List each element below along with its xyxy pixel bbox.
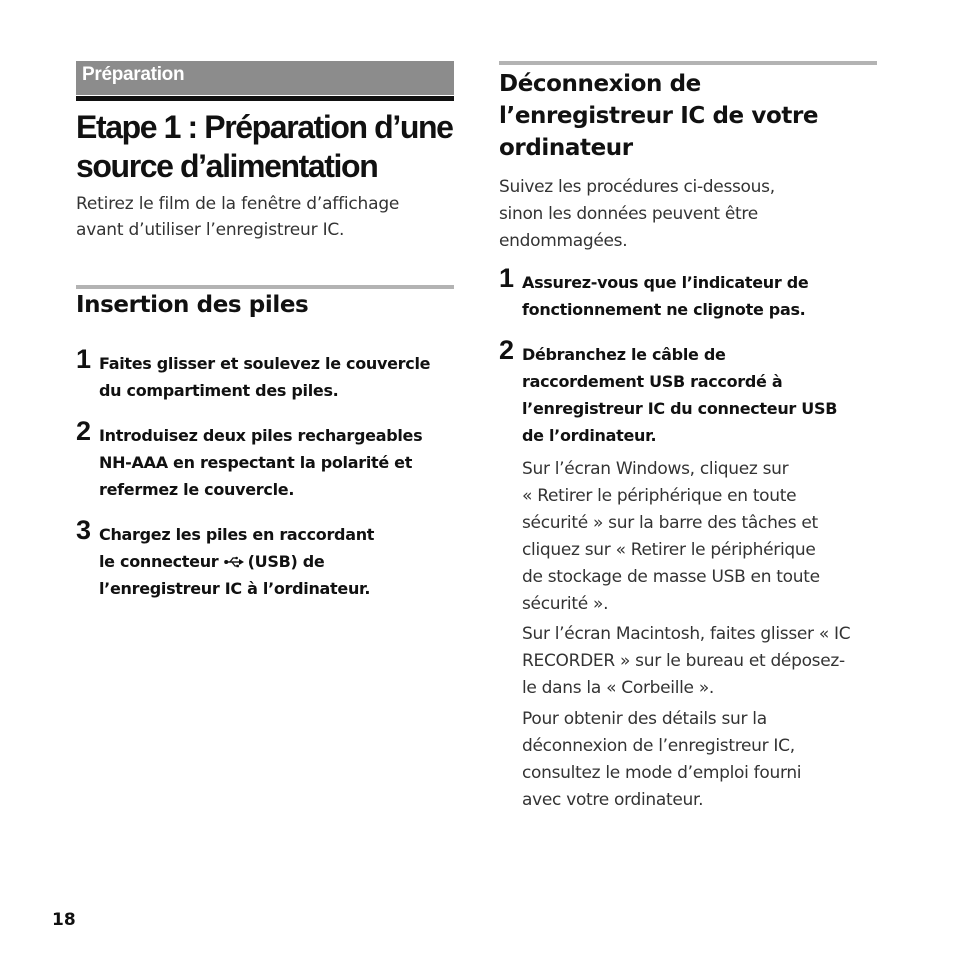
step-line: refermez le couvercle. (99, 480, 295, 499)
step-line: Chargez les piles en raccordant (99, 525, 375, 544)
step-number: 1 (499, 263, 515, 293)
insertion-heading: Insertion des piles (76, 292, 309, 318)
page-title-line-1: Etape 1 : Préparation d’une (76, 109, 453, 145)
paragraph-line: sécurité ». (522, 594, 609, 614)
step-text (522, 269, 808, 323)
step-text (99, 422, 422, 503)
paragraph-line: RECORDER » sur le bureau et déposez- (522, 651, 845, 671)
paragraph-line: consultez le mode d’emploi fourni (522, 763, 802, 783)
step-line: l’enregistreur IC à l’ordinateur. (99, 579, 371, 598)
step-number: 2 (499, 335, 515, 365)
step-text (99, 521, 374, 602)
page-number: 18 (52, 910, 76, 930)
step-line: l’enregistreur IC du connecteur USB (522, 399, 838, 418)
intro-line: Suivez les procédures ci-dessous, (499, 177, 775, 197)
intro-line: sinon les données peuvent être (499, 204, 758, 224)
section-label: Préparation (82, 64, 185, 85)
macintosh-instructions (522, 621, 882, 702)
usb-icon (224, 556, 244, 568)
paragraph-line: cliquez sur « Retirer le périphérique (522, 540, 816, 560)
intro-line-2: avant d’utiliser l’enregistreur IC. (76, 220, 345, 240)
page-title (76, 108, 466, 186)
disconnect-heading (499, 68, 889, 164)
step-line: (USB) de (247, 552, 325, 571)
step-number: 3 (76, 515, 92, 545)
step-line: Débranchez le câble de (522, 345, 726, 364)
step-text (522, 341, 837, 449)
step-number: 2 (76, 416, 92, 446)
intro-line: endommagées. (499, 231, 628, 251)
details-paragraph (522, 706, 882, 814)
step-line: du compartiment des piles. (99, 381, 339, 400)
heading-line: l’enregistreur IC de votre (499, 103, 819, 129)
paragraph-line: Pour obtenir des détails sur la (522, 709, 767, 729)
paragraph-line: de stockage de masse USB en toute (522, 567, 820, 587)
windows-instructions (522, 456, 882, 618)
heading-line: Déconnexion de (499, 71, 701, 97)
section-header-bar (76, 61, 454, 95)
paragraph-line: Sur l’écran Windows, cliquez sur (522, 459, 789, 479)
step-line: le connecteur (99, 552, 219, 571)
step-number: 1 (76, 344, 92, 374)
step-text (99, 350, 430, 404)
step-line: raccordement USB raccordé à (522, 372, 783, 391)
disconnect-heading-rule (499, 61, 877, 65)
step-line: Introduisez deux piles rechargeables (99, 426, 423, 445)
step-line: NH-AAA en respectant la polarité et (99, 453, 413, 472)
page-title-line-2: source d’alimentation (76, 148, 378, 184)
paragraph-line: Sur l’écran Macintosh, faites glisser « IC (522, 624, 851, 644)
disconnect-intro (499, 174, 859, 255)
insertion-heading-rule (76, 285, 454, 289)
title-rule (76, 96, 454, 101)
intro-text (76, 191, 456, 243)
heading-line: ordinateur (499, 135, 633, 161)
paragraph-line: le dans la « Corbeille ». (522, 678, 715, 698)
paragraph-line: sécurité » sur la barre des tâches et (522, 513, 818, 533)
step-line: de l’ordinateur. (522, 426, 657, 445)
intro-line-1: Retirez le film de la fenêtre d’affichage (76, 194, 400, 214)
step-line: Assurez-vous que l’indicateur de (522, 273, 809, 292)
paragraph-line: avec votre ordinateur. (522, 790, 704, 810)
step-line: Faites glisser et soulevez le couvercle (99, 354, 431, 373)
paragraph-line: « Retirer le périphérique en toute (522, 486, 797, 506)
paragraph-line: déconnexion de l’enregistreur IC, (522, 736, 795, 756)
step-line: fonctionnement ne clignote pas. (522, 300, 806, 319)
